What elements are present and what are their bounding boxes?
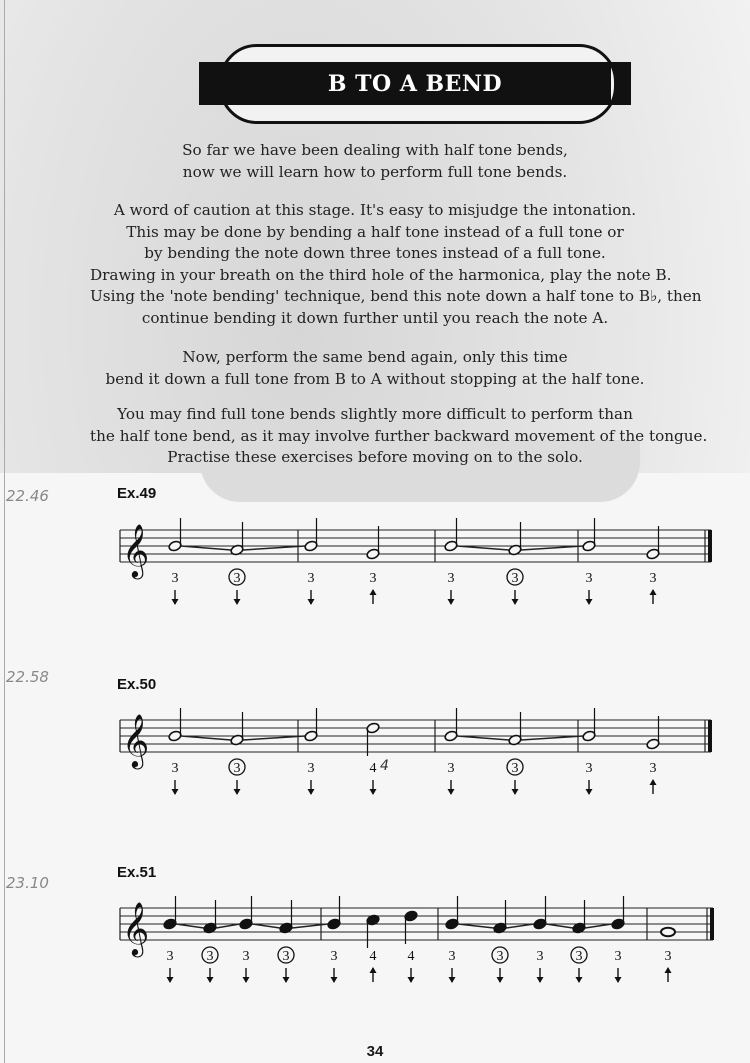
- draw-arrow-icon: [207, 968, 214, 983]
- arrow-head: [167, 977, 174, 983]
- hole-number: 3: [585, 761, 593, 776]
- blow-arrow-icon: [650, 589, 657, 604]
- hole-number: 3: [649, 571, 657, 586]
- arrow-head: [308, 599, 315, 605]
- paragraph-4: [90, 404, 708, 469]
- paragraph-line: This may be done by bending a half tone instead of a full tone or: [126, 222, 624, 241]
- staff-ex50: [115, 700, 720, 800]
- bend-glide-line: [521, 546, 583, 550]
- hole-number: 3: [649, 761, 657, 776]
- arrow-head: [408, 977, 415, 983]
- arrow-head: [331, 977, 338, 983]
- hole-number: 3: [330, 949, 338, 964]
- draw-arrow-icon: [234, 780, 241, 795]
- arrow-head: [308, 789, 315, 795]
- arrow-head: [370, 967, 377, 973]
- arrow-head: [665, 967, 672, 973]
- example-label-51: Ex.51: [117, 864, 157, 881]
- arrow-head: [283, 977, 290, 983]
- arrow-head: [512, 789, 519, 795]
- blow-arrow-icon: [370, 967, 377, 982]
- hole-number: 3: [233, 571, 241, 586]
- hole-number: 3: [171, 761, 179, 776]
- paragraph-line: now we will learn how to perform full tone bends.: [182, 162, 568, 181]
- draw-arrow-icon: [172, 590, 179, 605]
- binding-edge: [4, 0, 5, 1063]
- paragraph-2: [90, 200, 702, 329]
- arrow-head: [370, 789, 377, 795]
- paragraph-line: Now, perform the same bend again, only this time: [182, 348, 568, 366]
- hole-number: 3: [206, 949, 214, 964]
- paragraph-line: continue bending it down further until you reach the note A.: [141, 308, 609, 327]
- hole-number: 3: [496, 949, 504, 964]
- hole-number: 3: [233, 761, 241, 776]
- draw-arrow-icon: [512, 590, 519, 605]
- hole-number: 3: [511, 761, 519, 776]
- paragraph-line: by bending the note down three tones instead of a full tone.: [144, 244, 606, 262]
- arrow-head: [172, 789, 179, 795]
- draw-arrow-icon: [497, 968, 504, 983]
- arrow-head: [234, 789, 241, 795]
- arrow-head: [497, 977, 504, 983]
- bend-glide-line: [292, 924, 328, 928]
- arrow-head: [537, 977, 544, 983]
- draw-arrow-icon: [449, 968, 456, 983]
- example-label-50: Ex.50: [117, 676, 157, 693]
- arrow-head: [650, 779, 657, 785]
- paragraph-line: Drawing in your breath on the third hole of the harmonica, play the note B.: [90, 265, 672, 284]
- draw-arrow-icon: [586, 780, 593, 795]
- hole-number: 3: [307, 571, 315, 586]
- treble-clef-icon: 𝄞: [122, 713, 150, 767]
- arrow-head: [370, 589, 377, 595]
- staff-ex49: [115, 510, 720, 610]
- bend-glide-line: [457, 546, 509, 550]
- draw-arrow-icon: [167, 968, 174, 983]
- example-label-49: Ex.49: [117, 485, 157, 502]
- arrow-head: [586, 599, 593, 605]
- handwritten-annotation: 4: [380, 758, 389, 774]
- draw-arrow-icon: [331, 968, 338, 983]
- arrow-head: [512, 599, 519, 605]
- draw-arrow-icon: [586, 590, 593, 605]
- draw-arrow-icon: [283, 968, 290, 983]
- hole-number: 3: [307, 761, 315, 776]
- arrow-head: [207, 977, 214, 983]
- draw-arrow-icon: [512, 780, 519, 795]
- draw-arrow-icon: [576, 968, 583, 983]
- draw-arrow-icon: [243, 968, 250, 983]
- hole-number: 4: [369, 949, 377, 964]
- blow-arrow-icon: [665, 967, 672, 982]
- draw-arrow-icon: [308, 590, 315, 605]
- draw-arrow-icon: [234, 590, 241, 605]
- hole-number: 3: [171, 571, 179, 586]
- bend-glide-line: [181, 546, 231, 550]
- timestamp-ex51: 23.10: [6, 874, 49, 892]
- hole-number: 3: [575, 949, 583, 964]
- paragraph-line: the half tone bend, as it may involve further backward movement of the tongue.: [90, 426, 708, 445]
- draw-arrow-icon: [615, 968, 622, 983]
- hole-number: 4: [369, 761, 377, 776]
- bend-glide-line: [252, 924, 280, 928]
- timestamp-ex49: 22.46: [6, 487, 49, 505]
- paragraph-line: bend it down a full tone from B to A without stopping at the half tone.: [105, 369, 645, 388]
- hole-number: 3: [448, 949, 456, 964]
- page-number: 34: [366, 1043, 384, 1060]
- draw-arrow-icon: [172, 780, 179, 795]
- paragraph-line: So far we have been dealing with half tone bends,: [182, 141, 568, 159]
- draw-arrow-icon: [408, 968, 415, 983]
- hole-number: 3: [585, 571, 593, 586]
- paragraph-line: Using the 'note bending' technique, bend this note down a half tone to B♭, then: [90, 287, 702, 305]
- hole-number: 3: [614, 949, 622, 964]
- timestamp-ex50: 22.58: [6, 668, 49, 686]
- arrow-head: [586, 789, 593, 795]
- draw-arrow-icon: [308, 780, 315, 795]
- blow-arrow-icon: [650, 779, 657, 794]
- hole-number: 3: [166, 949, 174, 964]
- blow-arrow-icon: [370, 589, 377, 604]
- hole-number: 3: [664, 949, 672, 964]
- hole-number: 3: [447, 761, 455, 776]
- hole-number: 3: [242, 949, 250, 964]
- arrow-head: [576, 977, 583, 983]
- arrow-head: [448, 789, 455, 795]
- draw-arrow-icon: [448, 780, 455, 795]
- bend-glide-line: [521, 736, 583, 740]
- page-title: B TO A BEND: [327, 70, 503, 97]
- bend-glide-line: [243, 736, 305, 740]
- paragraph-1: [90, 140, 660, 183]
- draw-arrow-icon: [537, 968, 544, 983]
- bend-glide-line: [181, 736, 231, 740]
- bend-glide-line: [176, 924, 204, 928]
- bend-glide-line: [243, 546, 305, 550]
- arrow-head: [449, 977, 456, 983]
- bend-glide-line: [506, 924, 534, 928]
- hole-number: 3: [447, 571, 455, 586]
- arrow-head: [650, 589, 657, 595]
- arrow-head: [172, 599, 179, 605]
- paragraph-line: You may find full tone bends slightly more difficult to perform than: [117, 405, 633, 423]
- draw-arrow-icon: [370, 780, 377, 795]
- bend-glide-line: [216, 924, 240, 928]
- hole-number: 3: [282, 949, 290, 964]
- paragraph-line: Practise these exercises before moving on to the solo.: [167, 448, 583, 466]
- arrow-head: [243, 977, 250, 983]
- hole-number: 4: [407, 949, 415, 964]
- arrow-head: [234, 599, 241, 605]
- paragraph-line: A word of caution at this stage. It's easy to misjudge the intonation.: [113, 201, 637, 219]
- draw-arrow-icon: [448, 590, 455, 605]
- paragraph-3: [90, 347, 660, 390]
- treble-clef-icon: 𝄞: [122, 901, 150, 955]
- staff-ex51: [115, 888, 720, 988]
- bend-glide-line: [546, 924, 573, 928]
- arrow-head: [615, 977, 622, 983]
- treble-clef-icon: 𝄞: [122, 523, 150, 577]
- hole-number: 3: [536, 949, 544, 964]
- hole-number: 3: [511, 571, 519, 586]
- hole-number: 3: [369, 571, 377, 586]
- bend-glide-line: [458, 924, 494, 928]
- note-head: [661, 928, 675, 936]
- bend-glide-line: [585, 924, 612, 928]
- bend-glide-line: [457, 736, 509, 740]
- arrow-head: [448, 599, 455, 605]
